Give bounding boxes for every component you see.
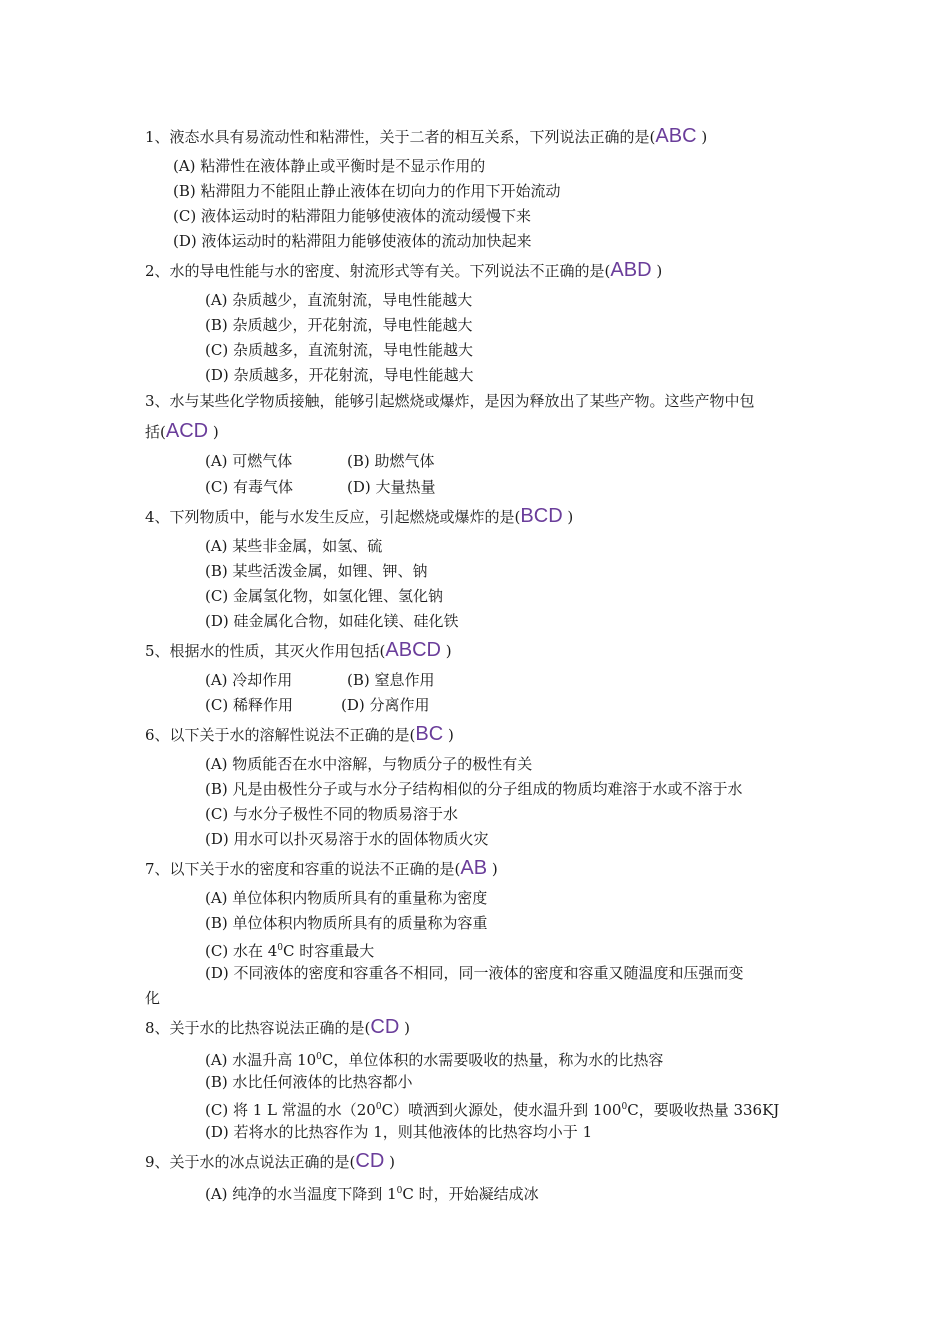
- question-2-stem: 2、水的导电性能与水的密度、射流形式等有关。下列说法不正确的是(ABD ): [145, 259, 663, 281]
- option: (C) 水在 $4^0C$ 时容重最大: [205, 942, 375, 960]
- option: (C) 与水分子极性不同的物质易溶于水: [205, 805, 458, 823]
- question-7-stem: 7、以下关于水的密度和容重的说法不正确的是(AB ): [145, 857, 498, 879]
- option: (C) 金属氢化物，如氢化锂、氢化钠: [205, 587, 443, 605]
- option: (A) 纯净的水当温度下降到 $1^0C$ 时，开始凝结成冰: [205, 1185, 539, 1203]
- option: (A) 物质能否在水中溶解，与物质分子的极性有关: [205, 755, 533, 773]
- option: (B) 水比任何液体的比热容都小: [205, 1073, 413, 1091]
- question-4-stem: 4、下列物质中，能与水发生反应，引起燃烧或爆炸的是(BCD ): [145, 505, 574, 527]
- question-3-stem: 3、水与某些化学物质接触，能够引起燃烧或爆炸，是因为释放出了某些产物。这些产物中包: [145, 392, 755, 410]
- question-8-stem: 8、关于水的比热容说法正确的是(CD ): [145, 1016, 410, 1038]
- option: (D) 用水可以扑灭易溶于水的固体物质火灾: [205, 830, 489, 848]
- option: (B) 凡是由极性分子或与水分子结构相似的分子组成的物质均难溶于水或不溶于水: [205, 780, 743, 798]
- question-1-stem: 1、液态水具有易流动性和粘滞性，关于二者的相互关系，下列说法正确的是(ABC ): [145, 125, 708, 147]
- option: (D) 若将水的比热容作为 1，则其他液体的比热容均小于 1: [205, 1123, 593, 1141]
- option: (B) 某些活泼金属，如锂、钾、钠: [205, 562, 428, 580]
- option: (A) 冷却作用: [205, 671, 293, 689]
- answer: BC: [415, 723, 444, 745]
- option: (D) 分离作用: [341, 696, 430, 714]
- option: (A) 某些非金属，如氢、硫: [205, 537, 383, 555]
- option: (C) 有毒气体: [205, 478, 293, 496]
- question-6-stem: 6、以下关于水的溶解性说法不正确的是(BC ): [145, 723, 454, 745]
- question-3-stem-cont: 括(ACD ): [145, 420, 219, 442]
- option: (B) 杂质越少，开花射流，导电性能越大: [205, 316, 473, 334]
- option-wrap: 化: [145, 989, 161, 1007]
- option: (C) 将 1 L 常温的水$(20^0C)$喷洒到火源处，使水温升到 $100^0C$，要吸收热量 336KJ: [205, 1101, 780, 1119]
- option: (D) 不同液体的密度和容重各不相同，同一液体的密度和容重又随温度和压强而变: [205, 964, 744, 982]
- option: (A) 粘滞性在液体静止或平衡时是不显示作用的: [173, 157, 486, 175]
- option: (D) 杂质越多，开花射流，导电性能越大: [205, 366, 474, 384]
- answer: AB: [460, 857, 488, 879]
- option: (A) 杂质越少，直流射流，导电性能越大: [205, 291, 473, 309]
- answer: BCD: [520, 505, 563, 527]
- option: (D) 液体运动时的粘滞阻力能够使液体的流动加快起来: [173, 232, 532, 250]
- answer: ABCD: [385, 639, 441, 661]
- answer: CD: [355, 1150, 385, 1172]
- question-5-stem: 5、根据水的性质，其灭火作用包括(ABCD ): [145, 639, 452, 661]
- answer: ACD: [165, 420, 209, 442]
- option: (A) 水温升高 $10^0C$，单位体积的水需要吸收的热量，称为水的比热容: [205, 1051, 664, 1069]
- answer: ABC: [655, 125, 697, 147]
- option: (B) 单位体积内物质所具有的质量称为容重: [205, 914, 488, 932]
- question-9-stem: 9、关于水的冰点说法正确的是(CD ): [145, 1150, 395, 1172]
- option: (C) 杂质越多，直流射流，导电性能越大: [205, 341, 473, 359]
- option: (B) 粘滞阻力不能阻止静止液体在切向力的作用下开始流动: [173, 182, 561, 200]
- option: (D) 大量热量: [347, 478, 436, 496]
- option: (D) 硅金属化合物，如硅化镁、硅化铁: [205, 612, 459, 630]
- answer: ABD: [610, 259, 652, 281]
- option: (A) 单位体积内物质所具有的重量称为密度: [205, 889, 488, 907]
- option: (C) 稀释作用: [205, 696, 293, 714]
- option: (B) 窒息作用: [347, 671, 435, 689]
- option: (A) 可燃气体: [205, 452, 293, 470]
- answer: CD: [370, 1016, 400, 1038]
- option: (C) 液体运动时的粘滞阻力能够使液体的流动缓慢下来: [173, 207, 531, 225]
- option: (B) 助燃气体: [347, 452, 435, 470]
